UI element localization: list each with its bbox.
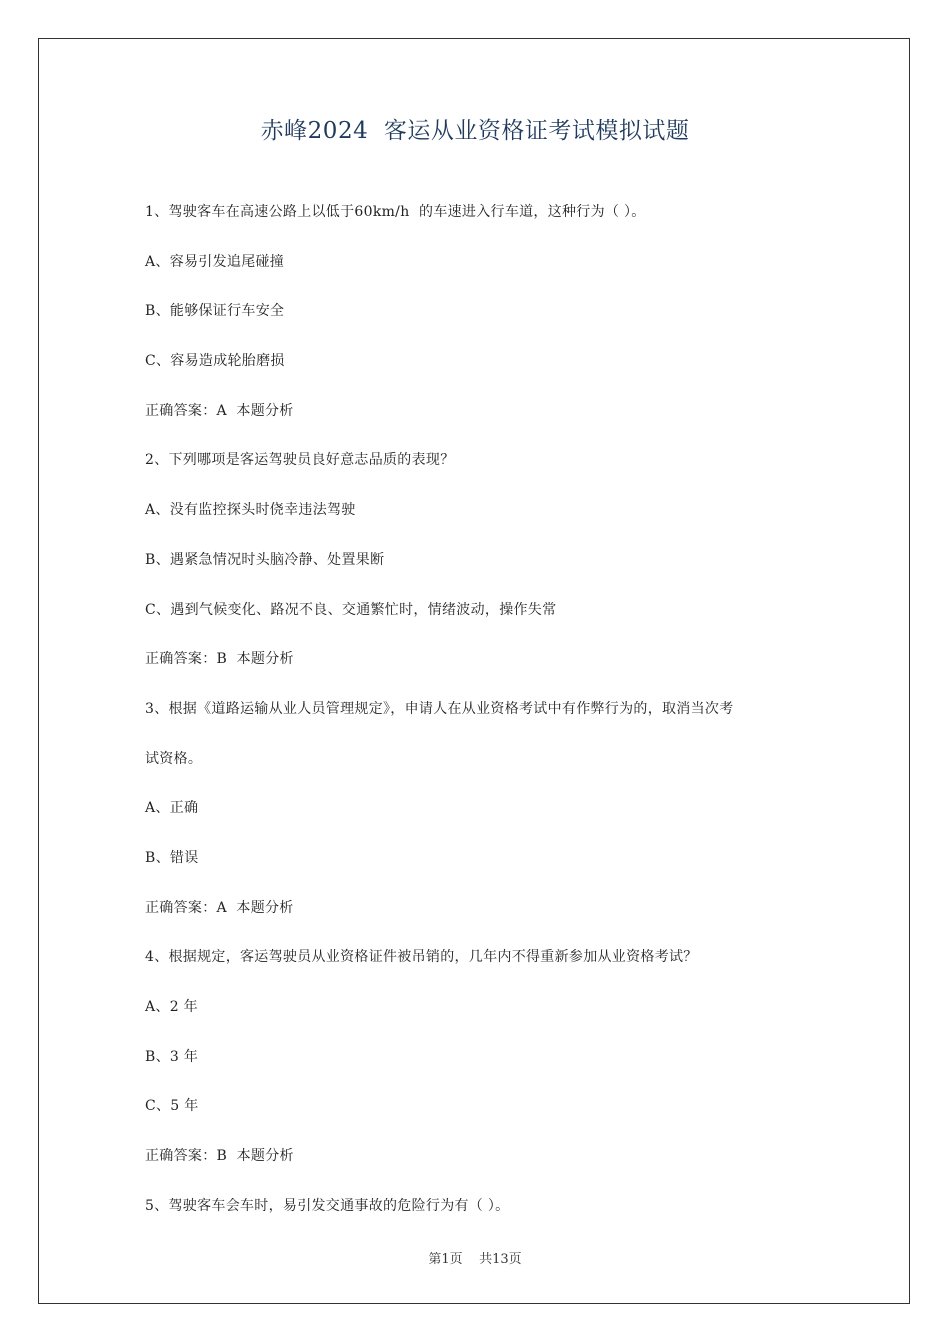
document-title: 赤峰2024 客运从业资格证考试模拟试题 — [260, 118, 690, 144]
question-1-option-a: A、容易引发追尾碰撞 — [145, 253, 285, 270]
question-2-option-a: A、没有监控探头时侥幸违法驾驶 — [145, 502, 356, 519]
page-footer: 第1页 共13页 — [428, 1252, 522, 1267]
question-4-option-b: B、3 年 — [145, 1048, 199, 1065]
question-3-option-b: B、错误 — [145, 849, 199, 866]
question-3: 3、根据《道路运输从业人员管理规定》，申请人在从业资格考试中有作弊行为的，取消当次考 — [145, 700, 734, 717]
question-4-option-c: C、5 年 — [145, 1098, 199, 1115]
question-3-option-a: A、正确 — [145, 800, 199, 817]
question-4: 4、根据规定，客运驾驶员从业资格证件被吊销的，几年内不得重新参加从业资格考试？ — [145, 949, 698, 966]
question-3-answer: 正确答案：A 本题分析 — [145, 899, 294, 916]
question-4-answer: 正确答案：B 本题分析 — [145, 1148, 294, 1165]
question-2-answer: 正确答案：B 本题分析 — [145, 651, 294, 668]
question-2: 2、下列哪项是客运驾驶员良好意志品质的表现？ — [145, 452, 455, 469]
question-5: 5、驾驶客车会车时，易引发交通事故的危险行为有（ ）。 — [145, 1197, 510, 1214]
document-body — [145, 200, 825, 1243]
question-2-option-c: C、遇到气候变化、路况不良、交通繁忙时，情绪波动，操作失常 — [145, 601, 557, 618]
question-1: 1、驾驶客车在高速公路上以低于60km/h 的车速进入行车道，这种行为（ ）。 — [145, 204, 646, 220]
question-1-option-c: C、容易造成轮胎磨损 — [145, 353, 285, 370]
question-1-answer: 正确答案：A 本题分析 — [145, 402, 294, 419]
question-3-continued: 试资格。 — [145, 750, 203, 767]
question-1-option-b: B、能够保证行车安全 — [145, 303, 285, 320]
question-2-option-b: B、遇紧急情况时头脑冷静、处置果断 — [145, 551, 385, 568]
question-4-option-a: A、2 年 — [145, 999, 198, 1015]
